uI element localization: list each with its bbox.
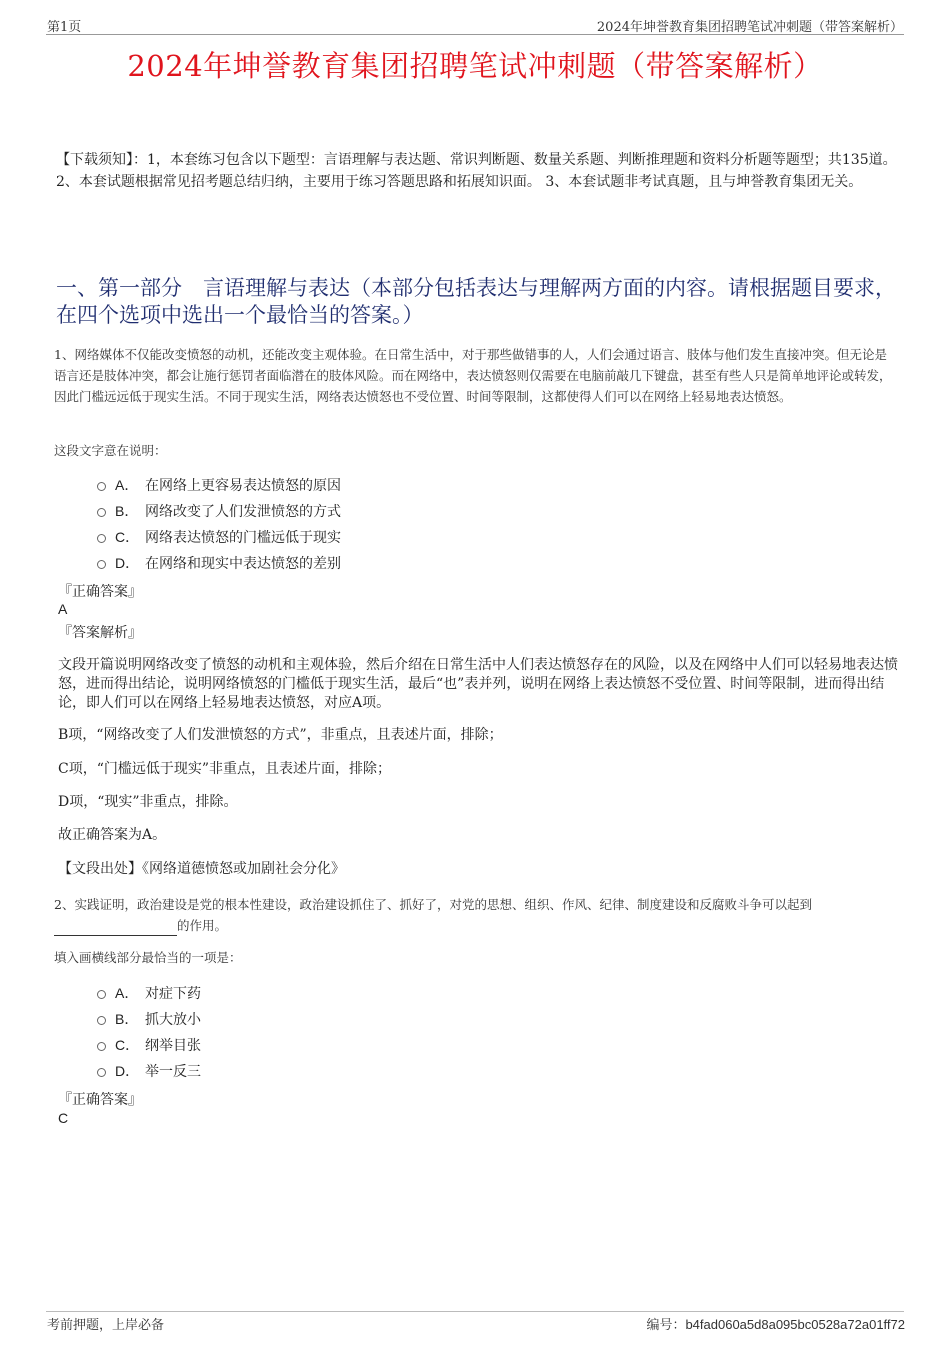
radio-icon[interactable] <box>97 1016 106 1025</box>
q2-option-c[interactable]: C． 纲举目张 <box>97 1034 201 1056</box>
section-heading: 一、第一部分 言语理解与表达（本部分包括表达与理解两方面的内容。请根据题目要求，在四个选项中选出一个最恰当的答案。） <box>56 276 896 327</box>
fill-in-blank <box>54 922 177 936</box>
q1-option-a[interactable]: A． 在网络上更容易表达愤怒的原因 <box>97 474 341 496</box>
q2-option-d[interactable]: D． 举一反三 <box>97 1060 201 1082</box>
q1-analysis-d: D项，“现实”非重点，排除。 <box>58 794 238 810</box>
q2-answer-label: 『正确答案』 <box>58 1092 142 1108</box>
question-2-text: 2、实践证明，政治建设是党的根本性建设，政治建设抓住了、抓好了，对党的思想、组织、作风、纪律、制度建设和反腐败斗争可以起到 的作用。 <box>54 894 899 936</box>
q1-analysis-label: 『答案解析』 <box>58 625 142 641</box>
question-2-prompt: 填入画横线部分最恰当的一项是： <box>54 950 242 965</box>
page-number: 第1页 <box>47 20 82 35</box>
radio-icon[interactable] <box>97 990 106 999</box>
radio-icon[interactable] <box>97 1068 106 1077</box>
q2-answer: C <box>58 1110 69 1126</box>
question-1-text: 1、网络媒体不仅能改变愤怒的动机，还能改变主观体验。在日常生活中，对于那些做错事的人，人们会通过语言、肢体与他们发生直接冲突。但无论是语言还是肢体冲突，都会让施行惩罚者面临潜在的肢体风险。而在网络中，表达愤怒则仅需要在电脑前敲几下键盘，甚至有些人只是简单地评论或转发，因此门槛远远低于现实生活。不同于现实生活，网络表达愤怒也不受位置、时间等限制，这都使得人们可以在网络上轻易地表达愤怒。 <box>54 347 892 404</box>
radio-icon[interactable] <box>97 1042 106 1051</box>
q1-analysis-conclusion: 故正确答案为A。 <box>58 827 167 843</box>
q2-option-a[interactable]: A． 对症下药 <box>97 982 201 1004</box>
header-doc-title: 2024年坤誉教育集团招聘笔试冲刺题（带答案解析） <box>596 20 903 35</box>
radio-icon[interactable] <box>97 482 106 491</box>
footer-code: 编号：b4fad060a5d8a095bc0528a72a01ff72 <box>646 1317 905 1333</box>
q2-option-b[interactable]: B． 抓大放小 <box>97 1008 201 1030</box>
question-1-prompt: 这段文字意在说明： <box>54 443 167 458</box>
q1-analysis-paragraph: 文段开篇说明网络改变了愤怒的动机和主观体验，然后介绍在日常生活中人们表达愤怒存在的风险，以及在网络中人们可以轻易地表达愤怒，进而得出结论，说明网络愤怒的门槛低于现实生活，最后“也”表并列，说明在网络上表达愤怒不受位置、时间等限制，进而得出结论，即人们可以在网络上轻易地表达愤怒，对应A项。 <box>58 657 898 711</box>
q1-option-c[interactable]: C． 网络表达愤怒的门槛远低于现实 <box>97 526 341 548</box>
footer-slogan: 考前押题，上岸必备 <box>47 1318 165 1333</box>
download-notice: 【下载须知】：1，本套练习包含以下题型：言语理解与表达题、常识判断题、数量关系题、判断推理题和资料分析题等题型；共135道。 2、本套试题根据常见招考题总结归纳，主要用于练习答题思路和拓展知识面。 3、本套试题非考试真题，且与坤誉教育集团无关。 <box>56 152 897 190</box>
header-divider <box>46 34 904 35</box>
radio-icon[interactable] <box>97 560 106 569</box>
q1-analysis-c: C项，“门槛远低于现实”非重点，且表述片面，排除； <box>58 761 392 777</box>
q1-option-d[interactable]: D． 在网络和现实中表达愤怒的差别 <box>97 552 341 574</box>
radio-icon[interactable] <box>97 534 106 543</box>
footer-divider <box>46 1311 904 1312</box>
q1-analysis-b: B项，“网络改变了人们发泄愤怒的方式”，非重点，且表述片面，排除； <box>58 727 503 743</box>
q1-answer: A <box>58 601 68 617</box>
q1-answer-label: 『正确答案』 <box>58 584 142 600</box>
radio-icon[interactable] <box>97 508 106 517</box>
q1-option-b[interactable]: B． 网络改变了人们发泄愤怒的方式 <box>97 500 341 522</box>
document-title: 2024年坤誉教育集团招聘笔试冲刺题（带答案解析） <box>127 49 823 83</box>
q1-source: 【文段出处】《网络道德愤怒或加剧社会分化》 <box>58 861 345 877</box>
